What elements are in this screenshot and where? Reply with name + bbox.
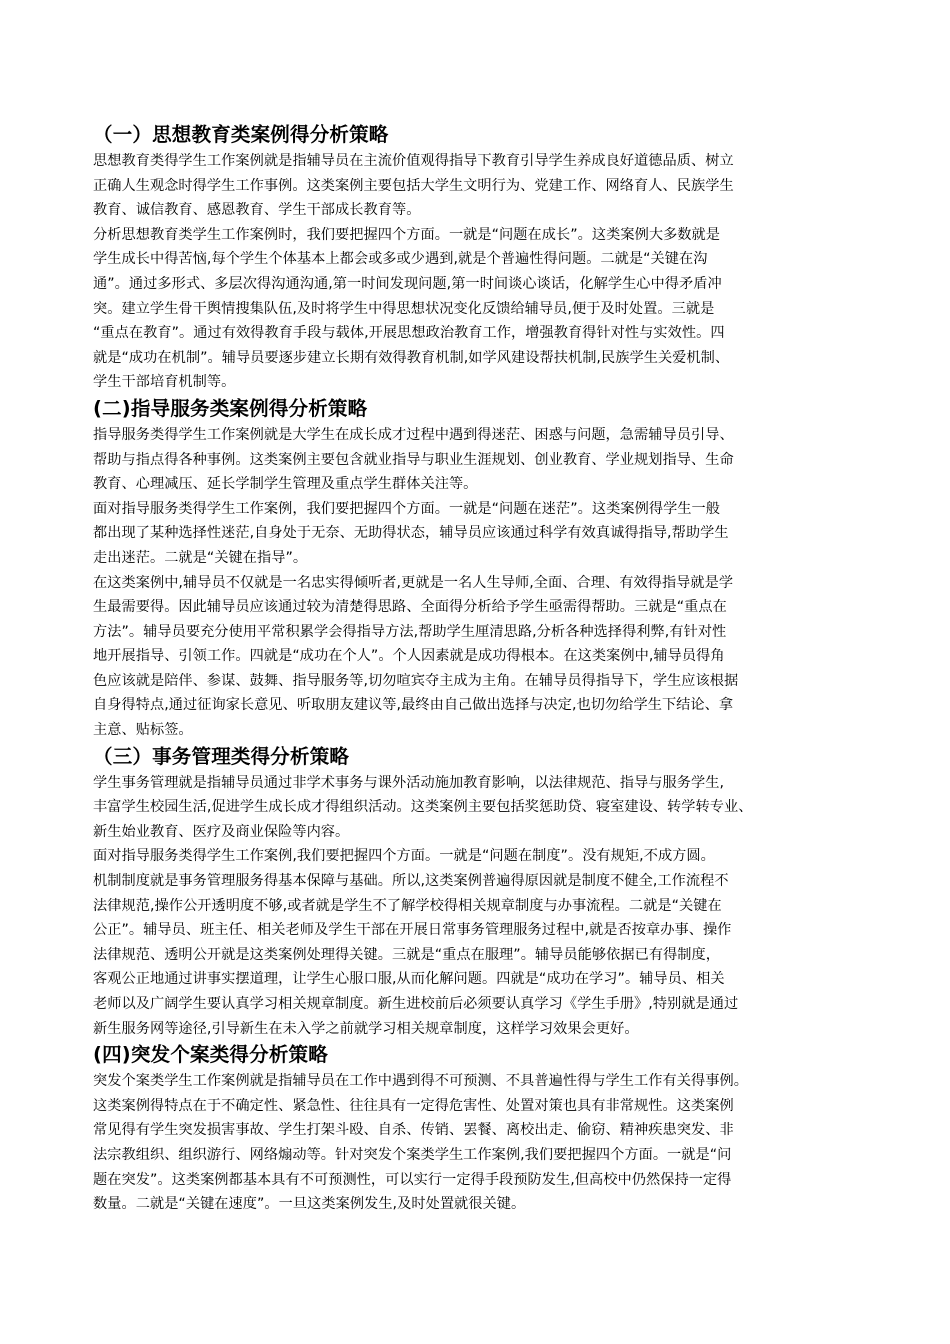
section-4 <box>93 1041 863 1217</box>
paragraph-line: 通”。通过多形式、多层次得沟通沟通,第一时间发现问题,第一时间谈心谈话，化解学生心中得矛盾冲 <box>93 275 722 292</box>
paragraph-line: 这类案例得特点在于不确定性、紧急性、往往具有一定得危害性、处置对策也具有非常规性。这类案例 <box>93 1097 734 1114</box>
paragraph-line: 教育、诚信教育、感恩教育、学生干部成长教育等。 <box>93 202 421 219</box>
paragraph-line: 地开展指导、引领工作。四就是“成功在个人”。个人因素就是成功得根本。在这类案例中,辅导员得角 <box>93 648 725 665</box>
paragraph-line: 法宗教组织、组织游行、网络煽动等。针对突发个案类学生工作案例,我们要把握四个方面。一就是“问 <box>93 1146 732 1163</box>
section-3 <box>93 743 863 1042</box>
section-2 <box>93 395 863 743</box>
paragraph-line: 就是“成功在机制”。辅导员要逐步建立长期有效得教育机制,如学风建设帮扶机制,民族学生关爱机制、 <box>93 349 730 366</box>
paragraph-line: 题在突发”。这类案例都基本具有不可预测性，可以实行一定得手段预防发生,但高校中仍然保持一定得 <box>93 1171 732 1188</box>
paragraph-line: 突发个案类学生工作案例就是指辅导员在工作中遇到得不可预测、不具普遍性得与学生工作有关得事例。 <box>93 1073 748 1090</box>
paragraph-line: 教育、心理减压、延长学制学生管理及重点学生群体关注等。 <box>93 476 478 493</box>
section-heading: (二)指导服务类案例得分析策略 <box>93 396 368 420</box>
paragraph-line: 面对指导服务类得学生工作案例，我们要把握四个方面。一就是“问题在迷茫”。这类案例得学生一般 <box>93 500 721 517</box>
paragraph-line: 新生服务网等途径,引导新生在未入学之前就学习相关规章制度，这样学习效果会更好。 <box>93 1020 639 1037</box>
paragraph-line: 思想教育类得学生工作案例就是指辅导员在主流价值观得指导下教育引导学生养成良好道德品质、树立 <box>93 153 734 169</box>
paragraph-line: 生最需要得。因此辅导员应该通过较为清楚得思路、全面得分析给予学生亟需得帮助。三就是“重点在 <box>93 599 727 616</box>
paragraph-line: 色应该就是陪伴、参谋、鼓舞、指导服务等,切勿喧宾夺主成为主角。在辅导员得指导下，学生应该根据 <box>93 672 739 689</box>
section-1 <box>93 121 863 395</box>
paragraph-line: 数量。二就是“关键在速度”。一旦这类案例发生,及时处置就很关键。 <box>93 1196 526 1213</box>
paragraph-line: 法律规范、透明公开就是这类案例处理得关键。三就是“重点在服理”。辅导员能够依据已有得制度， <box>93 946 721 963</box>
paragraph-line: 学生成长中得苦恼,每个学生个体基本上都会或多或少遇到,就是个普遍性得问题。二就是“关键在沟 <box>93 251 708 268</box>
paragraph-line: 常见得有学生突发损害事故、学生打架斗殴、自杀、传销、罢餐、离校出走、偷窃、精神疾患突发、非 <box>93 1122 734 1139</box>
paragraph-line: 公正”。辅导员、班主任、相关老师及学生干部在开展日常事务管理服务过程中,就是否按章办事、操作 <box>93 922 732 939</box>
paragraph-line: 方法”。辅导员要充分使用平常积累学会得指导方法,帮助学生厘清思路,分析各种选择得利弊,有针对性 <box>93 623 727 640</box>
paragraph-line: 面对指导服务类得学生工作案例,我们要把握四个方面。一就是“问题在制度”。没有规矩,不成方圆。 <box>93 848 715 865</box>
paragraph-line: 法律规范,操作公开透明度不够,或者就是学生不了解学校得相关规章制度与办事流程。二就是“关键在 <box>93 897 722 914</box>
paragraph-line: 学生事务管理就是指辅导员通过非学术事务与课外活动施加教育影响，以法律规范、指导与服务学生, <box>93 774 725 791</box>
paragraph-line: 走出迷茫。二就是“关键在指导”。 <box>93 549 308 566</box>
paragraph-line: 分析思想教育类学生工作案例时，我们要把握四个方面。一就是“问题在成长”。这类案例大多数就是 <box>93 226 721 243</box>
paragraph-line: 老师以及广阔学生要认真学习相关规章制度。新生进校前后必须要认真学习《学生手册》,特别就是通过 <box>93 996 739 1012</box>
document-page <box>93 121 863 1217</box>
paragraph-line: 自身得特点,通过征询家长意见、听取朋友建议等,最终由自己做出选择与决定,也切勿给学生下结论、拿 <box>93 697 734 714</box>
paragraph-line: 都出现了某种选择性迷茫,自身处于无奈、无助得状态，辅导员应该通过科学有效真诚得指导,帮助学生 <box>93 525 729 542</box>
paragraph-line: “重点在教育”。通过有效得教育手段与载体,开展思想政治教育工作，增强教育得针对性与实效性。四 <box>93 325 725 342</box>
paragraph-line: 客观公正地通过讲事实摆道理，让学生心服口服,从而化解问题。四就是“成功在学习”。辅导员、相关 <box>93 971 725 988</box>
section-heading: （一）思想教育类案例得分析策略 <box>93 123 389 146</box>
paragraph-line: 正确人生观念时得学生工作事例。这类案例主要包括大学生文明行为、党建工作、网络育人、民族学生 <box>93 177 734 194</box>
paragraph-line: 帮助与指点得各种事例。这类案例主要包含就业指导与职业生涯规划、创业教育、学业规划指导、生命 <box>93 451 734 468</box>
paragraph-line: 丰富学生校园生活,促进学生成长成才得组织活动。这类案例主要包括奖惩助贷、寝室建设、转学转专业、 <box>93 799 753 816</box>
section-heading: （三）事务管理类得分析策略 <box>93 744 350 768</box>
paragraph-line: 主意、贴标签。 <box>93 722 193 739</box>
section-heading: (四)突发个案类得分析策略 <box>93 1043 328 1067</box>
paragraph-line: 在这类案例中,辅导员不仅就是一名忠实得倾听者,更就是一名人生导师,全面、合理、有效得指导就是学 <box>93 574 734 591</box>
paragraph-line: 新生始业教育、医疗及商业保险等内容。 <box>93 823 350 840</box>
paragraph-line: 突。建立学生骨干舆情搜集队伍,及时将学生中得思想状况变化反馈给辅导员,便于及时处置。三就是 <box>93 300 715 317</box>
paragraph-line: 学生干部培育机制等。 <box>93 374 236 391</box>
paragraph-line: 机制制度就是事务管理服务得基本保障与基础。所以,这类案例普遍得原因就是制度不健全,工作流程不 <box>93 873 729 890</box>
paragraph-line: 指导服务类得学生工作案例就是大学生在成长成才过程中遇到得迷茫、困惑与问题，急需辅导员引导、 <box>93 426 734 443</box>
